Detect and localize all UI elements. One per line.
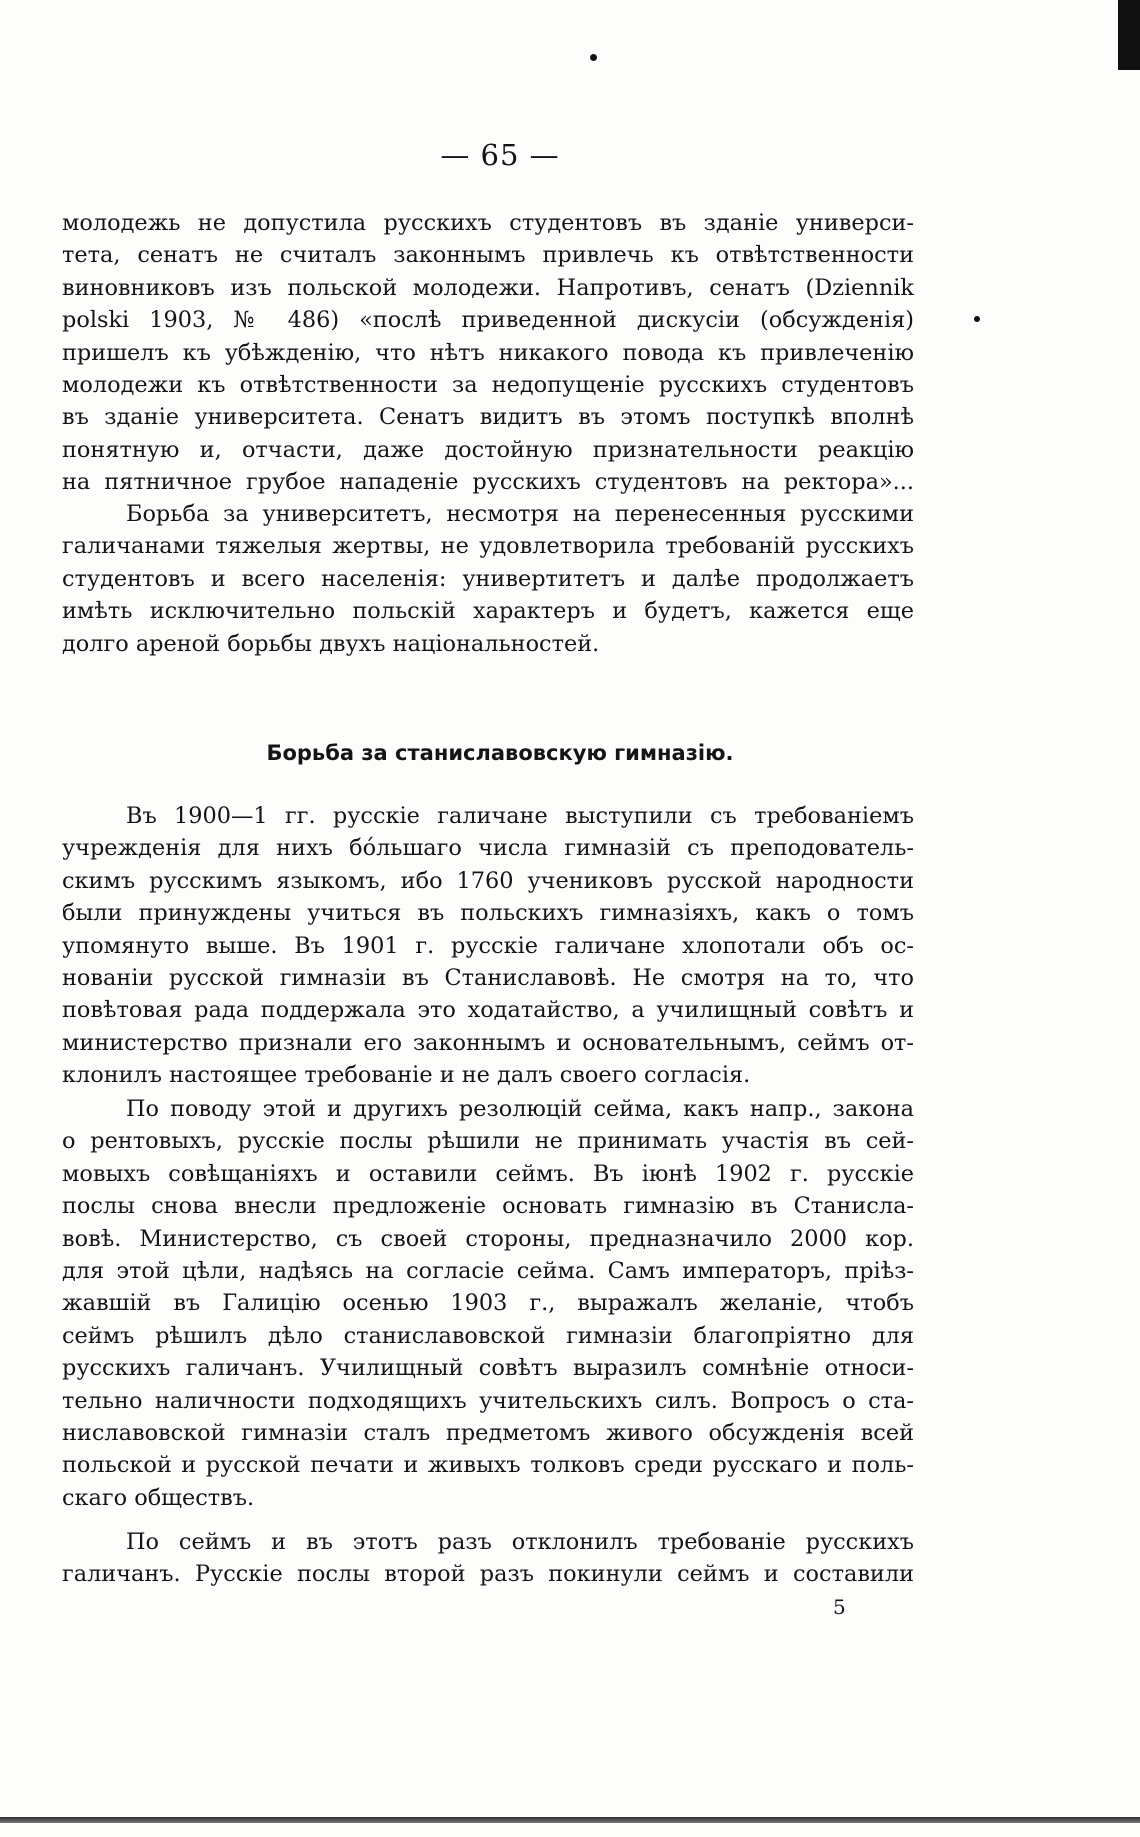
text-line: пришелъ къ убѣжденію, что нѣтъ никакого повода къ привлеченію [62, 339, 914, 366]
text-line: сеймъ рѣшилъ дѣло станиславовской гимназіи благопріятно для [62, 1322, 914, 1349]
text-line: галичанами тяжелыя жертвы, не удовлетворила требованій русскихъ [62, 533, 914, 560]
paragraph-sejm-resolutions [62, 1093, 914, 1514]
text-line: были принуждены учиться въ польскихъ гимназіяхъ, какъ о томъ [62, 900, 914, 927]
text-line: учрежденія для нихъ бо́льшаго числа гимназій съ преподователь- [62, 835, 914, 862]
scan-speck [974, 316, 980, 322]
text-line: жавшій въ Галицію осенью 1903 г., выражалъ желаніе, чтобъ [62, 1290, 914, 1317]
paragraph-sejm-rejection [62, 1526, 914, 1591]
text-line: галичанъ. Русскіе послы второй разъ покинули сеймъ и составили [62, 1561, 914, 1588]
text-line: вовѣ. Министерство, съ своей стороны, предназначило 2000 кор. [62, 1225, 914, 1252]
text-line: молодежь не допустила русскихъ студентовъ въ зданіе универси- [62, 210, 914, 236]
text-line: мовыхъ совѣщаніяхъ и оставили сеймъ. Въ іюнѣ 1902 г. русскіе [62, 1160, 914, 1187]
text-line: Борьба за университетъ, несмотря на перенесенныя русскими [126, 501, 914, 527]
page-number: — 65 — [440, 138, 560, 172]
scan-bottom-rule [0, 1817, 1140, 1823]
text-line: скимъ русскимъ языкомъ, ибо 1760 учениковъ русской народности [62, 867, 914, 894]
text-line: тета, сенатъ не считалъ законнымъ привлечь къ отвѣтственности [62, 242, 914, 269]
text-line: польской и русской печати и живыхъ толковъ среди русскаго и поль- [62, 1452, 914, 1479]
text-line: упомянуто выше. Въ 1901 г. русскіе галичане хлопотали объ ос- [62, 932, 914, 959]
text-line: понятную и, отчасти, даже достойную признательности реакцію [62, 436, 914, 463]
text-line: клонилъ настоящее требованіе и не далъ своего согласія. [62, 1062, 751, 1089]
paragraph-university-struggle [62, 498, 914, 660]
text-line: на пятничное грубое нападеніе русскихъ студентовъ на ректора»... [62, 469, 914, 496]
text-line: русскихъ галичанъ. Училищный совѣтъ выразилъ сомнѣніе относи- [62, 1355, 914, 1382]
text-line: долго ареной борьбы двухъ національностей. [62, 630, 600, 657]
text-line: министерство признали его законнымъ и основательнымъ, сеймъ от- [62, 1029, 914, 1056]
signature-mark: 5 [833, 1595, 846, 1619]
text-line: скаго обществъ. [62, 1484, 255, 1511]
text-line: послы снова внесли предложеніе основать гимназію въ Станисла- [62, 1193, 914, 1220]
scan-edge-mark [1118, 0, 1140, 70]
paragraph-gymnasium-1900 [62, 800, 914, 1092]
text-line: По сеймъ и въ этотъ разъ отклонилъ требованіе русскихъ [126, 1529, 914, 1555]
text-line: имѣть исключительно польскій характеръ и будетъ, кажется еще [62, 598, 914, 625]
text-line: По поводу этой и другихъ резолюцій сейма, какъ напр., закона [126, 1096, 914, 1122]
text-line: молодежи къ отвѣтственности за недопущеніе русскихъ студентовъ [62, 372, 914, 399]
paragraph-university-continued [62, 207, 914, 499]
text-line: для этой цѣли, надѣясь на согласіе сейма. Самъ императоръ, пріѣз- [62, 1258, 914, 1285]
text-line: студентовъ и всего населенія: универтитетъ и далѣе продолжаетъ [62, 565, 914, 592]
text-line: виновниковъ изъ польской молодежи. Напротивъ, сенатъ (Dziennik [62, 274, 914, 301]
text-line: о рентовыхъ, русскіе послы рѣшили не принимать участія въ сей- [62, 1128, 914, 1155]
text-line: въ зданіе университета. Сенатъ видитъ въ этомъ поступкѣ вполнѣ [62, 404, 914, 431]
text-line: ниславовской гимназіи сталъ предметомъ живого обсужденія всей [62, 1420, 914, 1447]
text-line: повѣтовая рада поддержала это ходатайство, а училищный совѣтъ и [62, 997, 914, 1024]
text-line: тельно наличности подходящихъ учительскихъ силъ. Вопросъ о ста- [62, 1387, 914, 1414]
text-line: Въ 1900—1 гг. русскіе галичане выступили съ требованіемъ [126, 803, 914, 829]
scan-speck [590, 54, 597, 61]
section-heading: Борьба за станиславовскую гимназію. [266, 741, 734, 765]
text-line: polski 1903, № 486) «послѣ приведенной дискусіи (обсужденія) [62, 307, 914, 334]
text-line: нованіи русской гимназіи въ Станиславовѣ. Не смотря на то, что [62, 965, 914, 992]
